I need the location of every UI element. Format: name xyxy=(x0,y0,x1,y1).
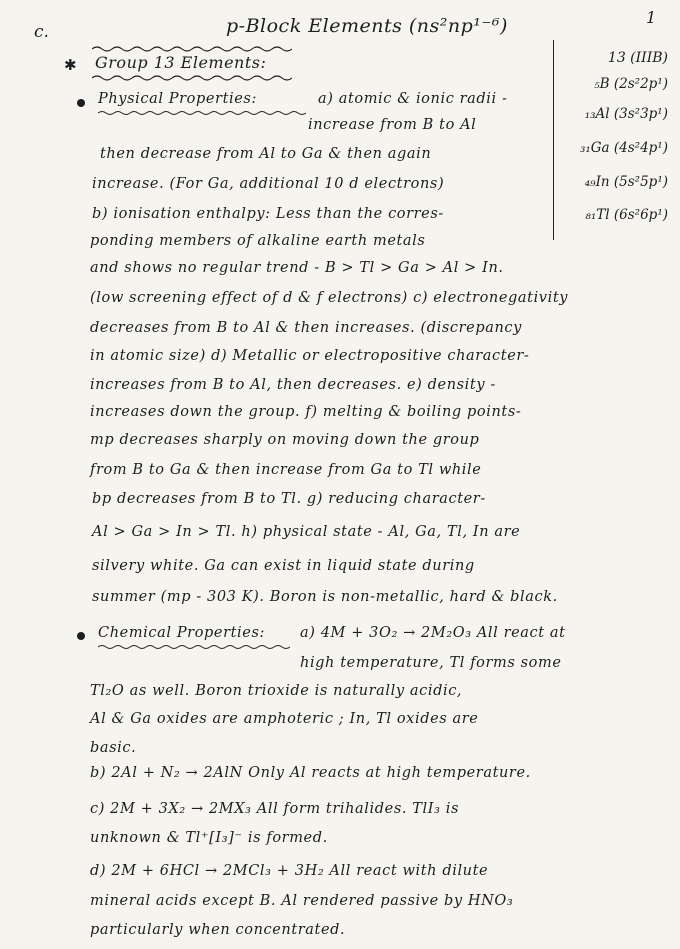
physical-line: in atomic size) d) Metallic or electropositive character- xyxy=(90,348,530,364)
physical-line: decreases from B to Al & then increases. (discrepancy xyxy=(90,320,522,336)
side-table-row: ₃₁Ga (4s²4p¹) xyxy=(579,140,668,156)
corner-mark: c. xyxy=(34,22,49,42)
physical-line: increases down the group. f) melting & boiling points- xyxy=(90,404,522,420)
star-bullet-icon: ✱ xyxy=(64,56,77,74)
physical-line: Al > Ga > In > Tl. h) physical state - Al, Ga, Tl, In are xyxy=(92,524,521,540)
physical-line: mp decreases sharply on moving down the group xyxy=(90,432,480,448)
side-table-row: ₄₉In (5s²5p¹) xyxy=(584,174,668,190)
bullet-dot-icon xyxy=(77,99,85,107)
wavy-underline-icon xyxy=(98,110,310,116)
physical-properties-heading: Physical Properties: xyxy=(98,91,257,107)
group-heading: Group 13 Elements: xyxy=(95,53,267,72)
chemical-line: unknown & Tl⁺[I₃]⁻ is formed. xyxy=(90,830,328,846)
chemical-line: particularly when concentrated. xyxy=(90,922,346,938)
physical-line: b) ionisation enthalpy: Less than the corres- xyxy=(92,206,444,222)
physical-line: bp decreases from B to Tl. g) reducing character- xyxy=(92,491,486,507)
side-table-row: ₁₃Al (3s²3p¹) xyxy=(584,106,668,122)
wavy-overline-icon xyxy=(92,45,292,53)
physical-line: increase from B to Al xyxy=(308,117,477,133)
chemical-line: mineral acids except B. Al rendered passive by HNO₃ xyxy=(90,893,514,909)
physical-line: ponding members of alkaline earth metals xyxy=(90,233,426,249)
page-number: 1 xyxy=(646,8,657,27)
side-table-heading: 13 (IIIB) xyxy=(607,50,668,66)
chemical-line: d) 2M + 6HCl → 2MCl₃ + 3H₂ All react with dilute xyxy=(90,863,489,879)
bullet-dot-icon xyxy=(77,632,85,640)
wavy-underline-icon xyxy=(92,74,292,82)
physical-line: (low screening effect of d & f electrons) c) electronegativity xyxy=(90,290,569,306)
chemical-properties-heading: Chemical Properties: xyxy=(98,625,265,641)
page-title: p-Block Elements (ns²np¹⁻⁶) xyxy=(226,15,508,37)
physical-line: and shows no regular trend - B > Tl > Ga > Al > In. xyxy=(90,260,504,276)
physical-line: from B to Ga & then increase from Ga to Tl while xyxy=(90,462,482,478)
side-table-divider xyxy=(553,40,554,240)
chemical-line: c) 2M + 3X₂ → 2MX₃ All form trihalides. TlI₃ is xyxy=(90,801,460,817)
side-table-row: ₅B (2s²2p¹) xyxy=(594,76,668,92)
chemical-line: b) 2Al + N₂ → 2AlN Only Al reacts at high temperature. xyxy=(90,765,531,781)
side-table-row: ₈₁Tl (6s²6p¹) xyxy=(585,207,668,223)
chemical-line: Al & Ga oxides are amphoteric ; In, Tl oxides are xyxy=(90,711,479,727)
physical-line: a) atomic & ionic radii - xyxy=(318,91,508,107)
chemical-line: a) 4M + 3O₂ → 2M₂O₃ All react at xyxy=(300,625,566,641)
physical-line: summer (mp - 303 K). Boron is non-metallic, hard & black. xyxy=(92,589,558,605)
chemical-line: basic. xyxy=(90,740,137,756)
wavy-underline-icon xyxy=(98,644,294,650)
chemical-line: Tl₂O as well. Boron trioxide is naturally acidic, xyxy=(90,683,463,699)
physical-line: silvery white. Ga can exist in liquid state during xyxy=(92,558,475,574)
physical-line: then decrease from Al to Ga & then again xyxy=(100,146,432,162)
physical-line: increases from B to Al, then decreases. e) density - xyxy=(90,377,496,393)
physical-line: increase. (For Ga, additional 10 d electrons) xyxy=(92,176,445,192)
chemical-line: high temperature, Tl forms some xyxy=(300,655,562,671)
